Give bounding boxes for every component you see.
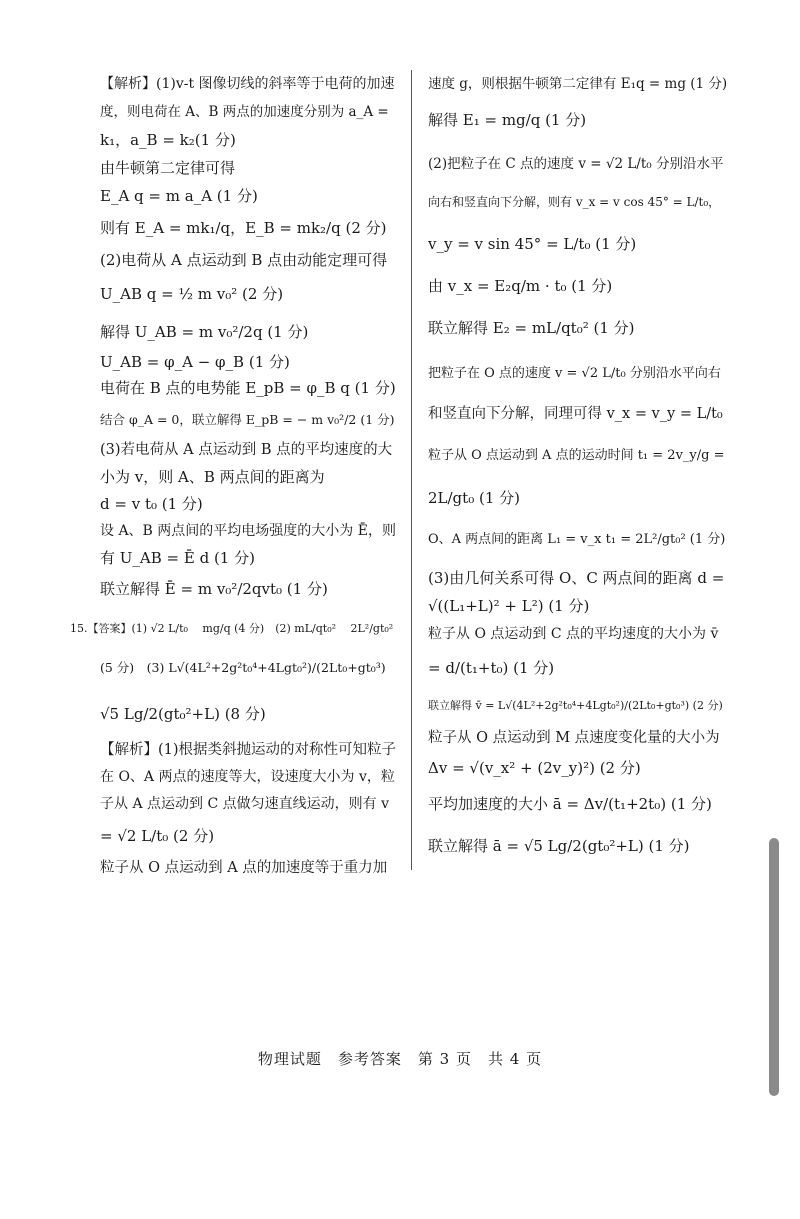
text-line: 由 v_x = E₂q/m · t₀ (1 分) xyxy=(428,277,613,295)
text-line: v_y = v sin 45° = L/t₀ (1 分) xyxy=(428,235,637,253)
text-line: 设 A、B 两点间的平均电场强度的大小为 Ē，则 xyxy=(100,523,396,539)
text-line: d = v t₀ (1 分) xyxy=(100,495,203,513)
text-line: 有 U_AB = Ē d (1 分) xyxy=(100,549,255,567)
text-line: 向右和竖直向下分解，则有 v_x = v cos 45° = L/t₀， xyxy=(428,195,721,209)
text-line: 度，则电荷在 A、B 两点的加速度分别为 a_A = xyxy=(100,104,389,120)
text-line: U_AB q = ½ m v₀² (2 分) xyxy=(100,285,284,303)
text-line: 解得 U_AB = m v₀²/2q (1 分) xyxy=(100,323,309,341)
text-line: 联立解得 v̄ = L√(4L²+2g²t₀⁴+4Lgt₀²)/(2Lt₀+gt₀³) (2 分) xyxy=(428,699,723,712)
text-line: 【解析】(1)根据类斜抛运动的对称性可知粒子 xyxy=(100,742,397,758)
text-line: 小为 v，则 A、B 两点间的距离为 xyxy=(100,468,325,486)
text-line: 结合 φ_A = 0，联立解得 E_pB = − m v₀²/2 (1 分) xyxy=(100,412,395,427)
text-line: 在 O、A 两点的速度等大，设速度大小为 v，粒 xyxy=(100,769,395,785)
text-line: √((L₁+L)² + L²) (1 分) xyxy=(428,597,590,615)
text-line: 粒子从 O 点运动到 A 点的运动时间 t₁ = 2v_y/g = xyxy=(428,448,725,463)
text-line: k₁，a_B = k₂(1 分) xyxy=(100,131,236,149)
text-line: 速度 g，则根据牛顿第二定律有 E₁q = mg (1 分) xyxy=(428,76,728,92)
text-line: 联立解得 E₂ = mL/qt₀² (1 分) xyxy=(428,319,635,337)
text-line: 联立解得 Ē = m v₀²/2qvt₀ (1 分) xyxy=(100,580,328,598)
text-line: 电荷在 B 点的电势能 E_pB = φ_B q (1 分) xyxy=(100,379,396,397)
text-line: 粒子从 O 点运动到 A 点的加速度等于重力加 xyxy=(100,860,388,876)
answer-heading: 15.【答案】(1) √2 L/t₀ mg/q (4 分) (2) mL/qt₀² 2L²/gt₀² xyxy=(70,622,394,635)
text-line: (5 分) (3) L√(4L²+2g²t₀⁴+4Lgt₀²)/(2Lt₀+gt₀³) xyxy=(100,660,386,675)
text-line: 2L/gt₀ (1 分) xyxy=(428,489,520,507)
text-line: 平均加速度的大小 ā = Δv/(t₁+2t₀) (1 分) xyxy=(428,795,712,813)
text-line: √5 Lg/2(gt₀²+L) (8 分) xyxy=(100,705,266,723)
text-line: E_A q = m a_A (1 分) xyxy=(100,187,258,205)
page-footer: 物理试题 参考答案 第 3 页 共 4 页 xyxy=(257,1050,543,1068)
text-line: 粒子从 O 点运动到 C 点的平均速度的大小为 v̄ xyxy=(428,626,719,642)
text-line: 把粒子在 O 点的速度 v = √2 L/t₀ 分别沿水平向右 xyxy=(428,366,721,381)
column-divider xyxy=(411,70,412,870)
text-line: 子从 A 点运动到 C 点做匀速直线运动，则有 v xyxy=(100,796,389,812)
text-line: 由牛顿第二定律可得 xyxy=(100,159,236,177)
text-line: (3)若电荷从 A 点运动到 B 点的平均速度的大 xyxy=(100,442,393,458)
text-line: O、A 两点间的距离 L₁ = v_x t₁ = 2L²/gt₀² (1 分) xyxy=(428,532,726,547)
text-line: (3)由几何关系可得 O、C 两点间的距离 d = xyxy=(428,569,725,587)
scrollbar-thumb[interactable] xyxy=(769,838,779,1096)
text-line: 【解析】(1)v-t 图像切线的斜率等于电荷的加速 xyxy=(100,76,395,92)
text-line: U_AB = φ_A − φ_B (1 分) xyxy=(100,353,290,371)
text-line: 粒子从 O 点运动到 M 点速度变化量的大小为 xyxy=(428,730,720,746)
text-line: 联立解得 ā = √5 Lg/2(gt₀²+L) (1 分) xyxy=(428,837,690,855)
text-line: = √2 L/t₀ (2 分) xyxy=(100,827,215,845)
text-line: 和竖直向下分解，同理可得 v_x = v_y = L/t₀ xyxy=(428,406,723,422)
text-line: Δv = √(v_x² + (2v_y)²) (2 分) xyxy=(428,759,641,777)
text-line: = d/(t₁+t₀) (1 分) xyxy=(428,659,555,677)
text-line: (2)把粒子在 C 点的速度 v = √2 L/t₀ 分别沿水平 xyxy=(428,156,724,172)
text-line: (2)电荷从 A 点运动到 B 点由动能定理可得 xyxy=(100,251,388,269)
text-line: 则有 E_A = mk₁/q，E_B = mk₂/q (2 分) xyxy=(100,219,387,237)
text-line: 解得 E₁ = mg/q (1 分) xyxy=(428,111,587,129)
